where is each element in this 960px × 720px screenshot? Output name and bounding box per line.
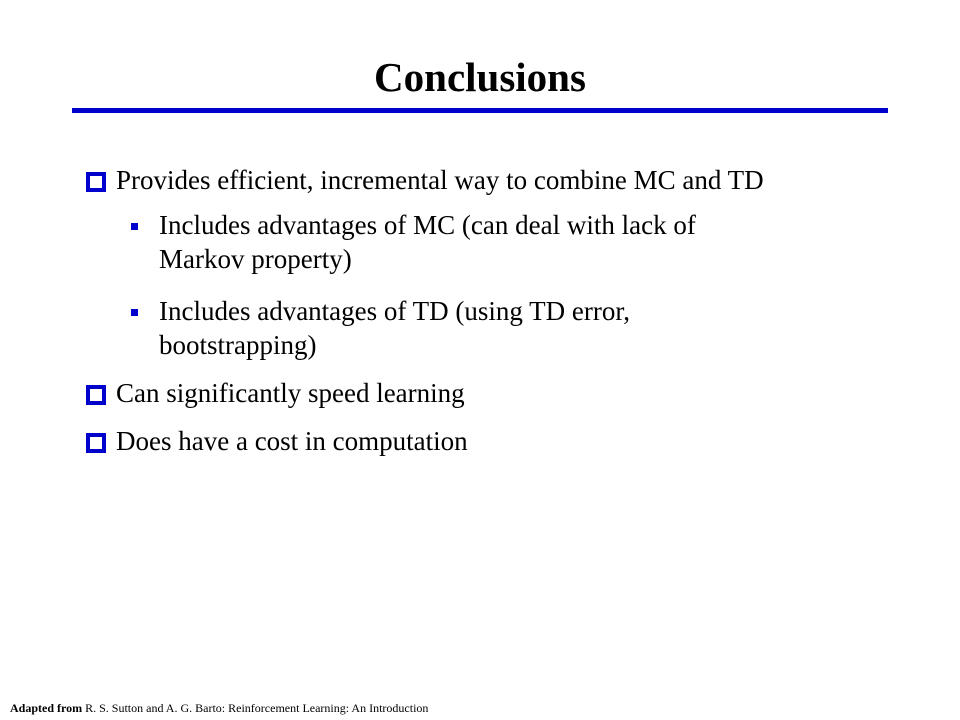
- bullet-text: Can significantly speed learning: [116, 378, 465, 408]
- bullet-text: Provides efficient, incremental way to combine MC and TD: [116, 165, 764, 195]
- sub-bullet-line: Includes advantages of MC (can deal with lack of: [159, 210, 696, 240]
- bullet-text: Does have a cost in computation: [116, 426, 468, 456]
- filled-square-icon: [131, 309, 138, 316]
- sub-bullet-item: [131, 208, 871, 276]
- sub-bullet-line: bootstrapping): [159, 330, 317, 360]
- sub-bullet-line: Markov property): [159, 244, 352, 274]
- sub-bullet-text: [159, 208, 859, 276]
- sub-bullet-line: Includes advantages of TD (using TD error,: [159, 296, 631, 326]
- sub-bullet-text: [159, 294, 859, 362]
- hollow-square-icon: [86, 433, 106, 453]
- footer-citation: R. S. Sutton and A. G. Barto: Reinforcement Learning: An Introduction: [82, 701, 429, 715]
- hollow-square-icon: [86, 172, 106, 192]
- filled-square-icon: [131, 223, 138, 230]
- slide-title: Conclusions: [374, 54, 586, 100]
- footer-prefix: Adapted from: [10, 701, 83, 715]
- slide-footer: [10, 700, 428, 716]
- sub-bullet-item: [131, 294, 871, 362]
- hollow-square-icon: [86, 385, 106, 405]
- title-underline: [72, 108, 888, 113]
